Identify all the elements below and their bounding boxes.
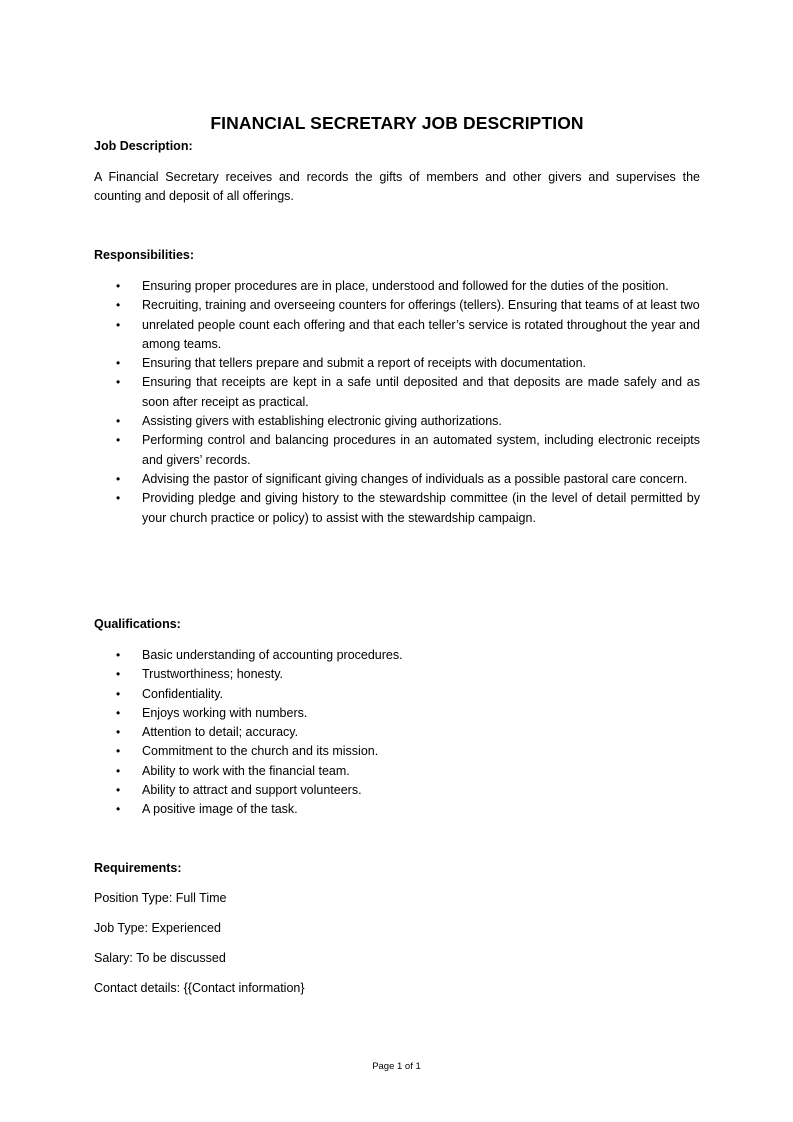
qualifications-list <box>94 646 700 820</box>
qualification-item-text: Ability to attract and support volunteers. <box>142 783 362 798</box>
responsibility-item <box>94 354 700 373</box>
bullet-icon: • <box>116 802 121 817</box>
salary: Salary: To be discussed <box>94 951 226 965</box>
qualification-item <box>94 665 700 684</box>
qualification-item <box>94 723 700 742</box>
bullet-icon: • <box>116 725 121 740</box>
qualification-item <box>94 781 700 800</box>
bullet-icon: • <box>116 356 121 371</box>
responsibility-item <box>94 373 700 412</box>
bullet-icon: • <box>116 298 121 313</box>
bullet-icon: • <box>116 783 121 798</box>
qualification-item <box>94 800 700 819</box>
contact-details: Contact details: {{Contact information} <box>94 981 305 995</box>
qualification-item-text: Trustworthiness; honesty. <box>142 667 284 682</box>
bullet-icon: • <box>116 414 121 429</box>
responsibilities-list <box>94 277 700 528</box>
responsibilities-heading: Responsibilities: <box>94 248 195 262</box>
qualification-item <box>94 704 700 723</box>
qualification-item <box>94 742 700 761</box>
bullet-icon: • <box>116 471 121 486</box>
bullet-icon: • <box>116 375 121 390</box>
bullet-icon: • <box>116 433 121 448</box>
position-type: Position Type: Full Time <box>94 891 227 905</box>
qualification-item-text: Ability to work with the financial team. <box>142 763 350 778</box>
bullet-icon: • <box>116 705 121 720</box>
qualification-item <box>94 685 700 704</box>
responsibility-item-text: Recruiting, training and overseeing counters for offerings (tellers). Ensuring that teams of at least two <box>142 298 700 313</box>
bullet-icon: • <box>116 763 121 778</box>
job-description-heading: Job Description: <box>94 139 193 153</box>
qualification-item-text: Basic understanding of accounting procedures. <box>142 648 403 662</box>
responsibility-item-text: Advising the pastor of significant giving changes of individuals as a possible pastoral care concern. <box>142 471 688 486</box>
responsibility-item <box>94 470 700 489</box>
responsibility-item <box>94 412 700 431</box>
bullet-icon: • <box>116 686 121 701</box>
job-type: Job Type: Experienced <box>94 921 221 935</box>
responsibility-item-text: unrelated people count each offering and that each teller’s service is rotated throughout the year and among teams. <box>142 317 700 351</box>
qualifications-heading: Qualifications: <box>94 617 181 631</box>
responsibility-item-text: Ensuring that tellers prepare and submit a report of receipts with documentation. <box>142 356 586 371</box>
qualification-item <box>94 646 700 665</box>
responsibility-item-text: Providing pledge and giving history to the stewardship committee (in the level of detail permitted by your church practice or policy) to assist with the stewardship campaign. <box>142 491 700 525</box>
bullet-icon: • <box>116 667 121 682</box>
bullet-icon: • <box>116 317 121 332</box>
bullet-icon: • <box>116 744 121 759</box>
responsibility-item <box>94 316 700 355</box>
qualification-item-text: Attention to detail; accuracy. <box>142 725 299 740</box>
bullet-icon: • <box>116 279 121 293</box>
responsibility-item <box>94 431 700 470</box>
responsibility-item <box>94 296 700 315</box>
page-footer: Page 1 of 1 <box>372 1061 421 1072</box>
responsibility-item-text: Assisting givers with establishing electronic giving authorizations. <box>142 414 502 429</box>
responsibility-item-text: Ensuring that receipts are kept in a safe until deposited and that deposits are made safely and as soon after receipt as practical. <box>142 375 700 409</box>
document-title: FINANCIAL SECRETARY JOB DESCRIPTION <box>210 113 584 133</box>
bullet-icon: • <box>116 491 121 506</box>
qualification-item <box>94 762 700 781</box>
qualification-item-text: Confidentiality. <box>142 686 224 701</box>
responsibility-item-text: Ensuring proper procedures are in place, understood and followed for the duties of the position. <box>142 279 669 293</box>
responsibility-item <box>94 489 700 528</box>
qualification-item-text: Enjoys working with numbers. <box>142 705 308 720</box>
qualification-item-text: Commitment to the church and its mission. <box>142 744 379 759</box>
bullet-icon: • <box>116 648 121 662</box>
job-description-text: A Financial Secretary receives and records the gifts of members and other givers and supervises the counting and deposit of all offerings. <box>94 170 700 204</box>
qualification-item-text: A positive image of the task. <box>142 802 298 817</box>
responsibility-item <box>94 277 700 296</box>
requirements-heading: Requirements: <box>94 861 182 875</box>
responsibility-item-text: Performing control and balancing procedures in an automated system, including electronic receipts and givers’ records. <box>142 433 700 467</box>
